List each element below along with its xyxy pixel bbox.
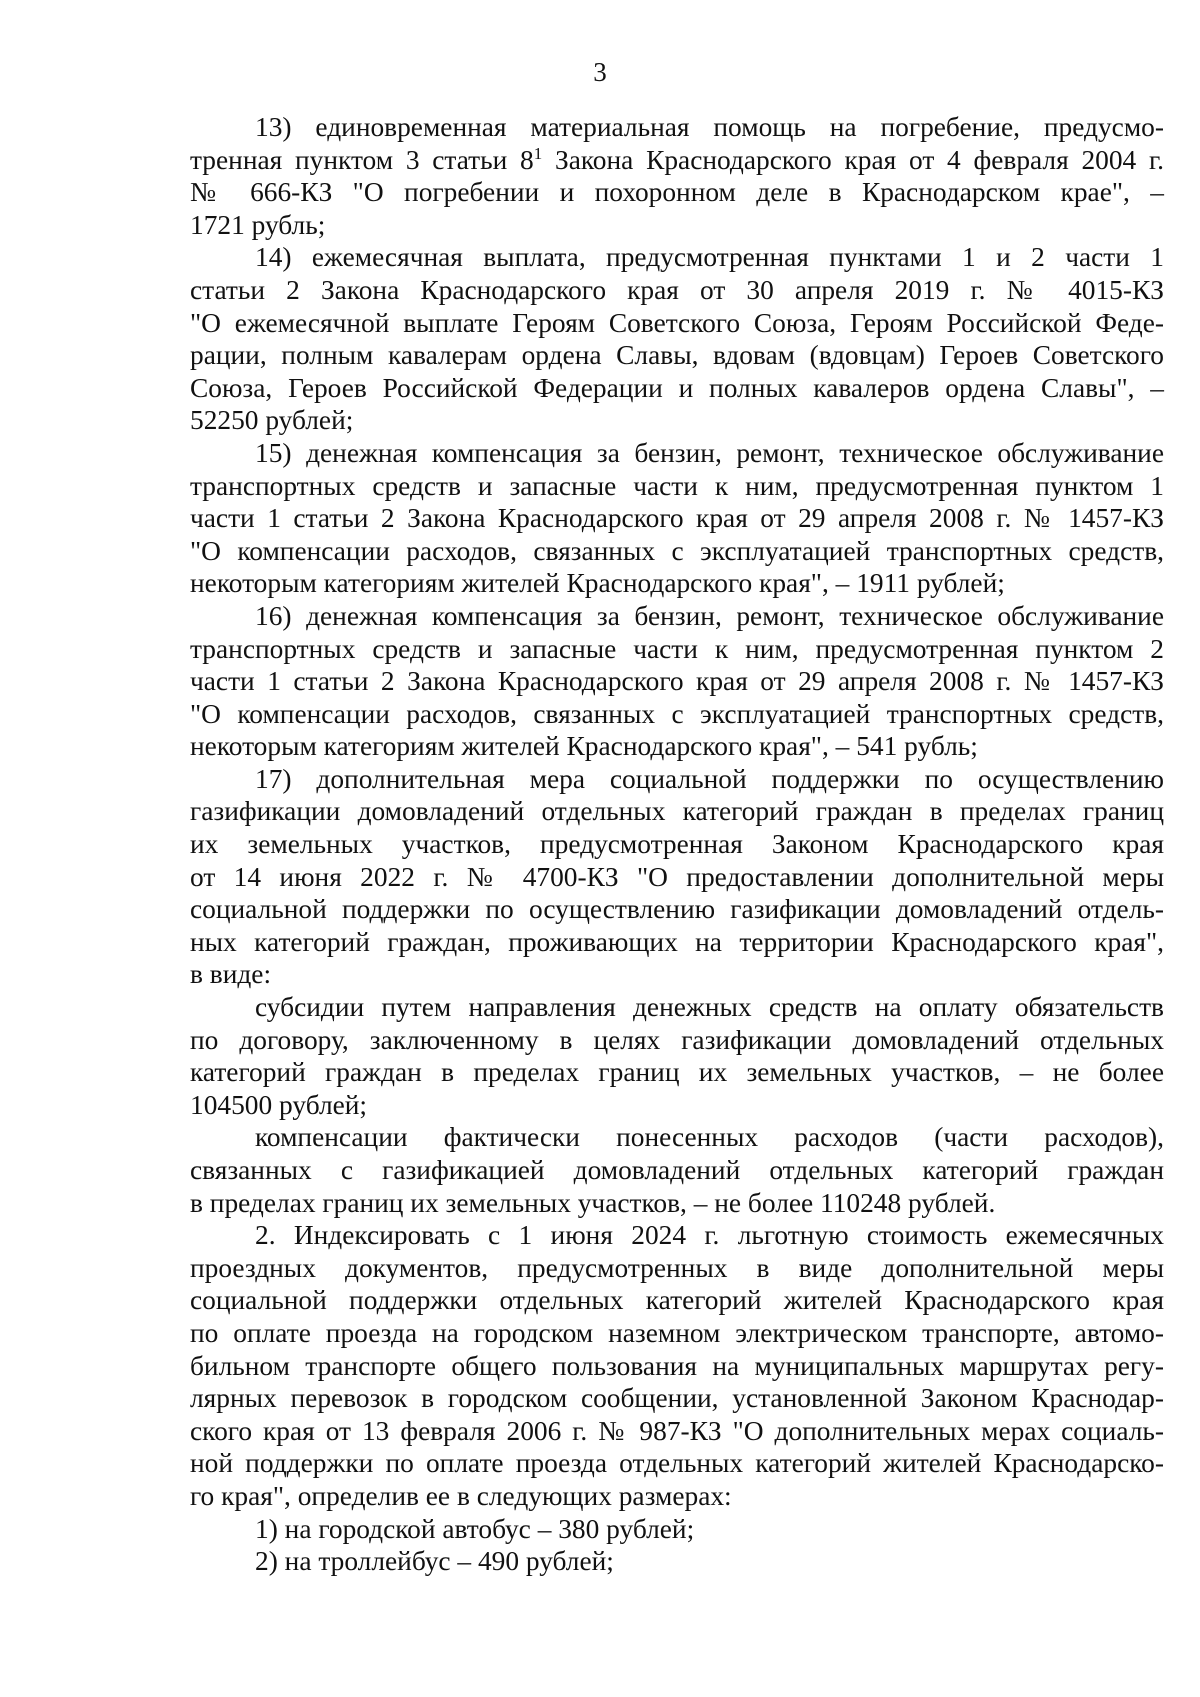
line-text: в пределах границ их земельных участков, – не более 110248 рублей.	[190, 1187, 996, 1218]
text-line	[190, 404, 1164, 437]
line-text: проездных документов, предусмотренных в виде дополнительной меры	[190, 1252, 1164, 1283]
line-text: 15) денежная компенсация за бензин, ремонт, техническое обслуживание	[255, 437, 1164, 468]
text-line	[190, 176, 1164, 209]
text-line	[190, 698, 1164, 731]
text-line	[190, 1513, 1164, 1546]
line-text: ных категорий граждан, проживающих на территории Краснодарского края",	[190, 926, 1164, 957]
text-line	[190, 1154, 1164, 1187]
text-line	[190, 795, 1164, 828]
line-text: 13) единовременная материальная помощь на погребение, предусмо-	[255, 112, 1164, 142]
line-text: "О компенсации расходов, связанных с эксплуатацией транспортных средств,	[190, 535, 1164, 566]
line-text: некоторым категориям жителей Краснодарского края", – 1911 рублей;	[190, 568, 1005, 599]
text-line	[190, 372, 1164, 405]
line-text: газификации домовладений отдельных категорий граждан в пределах границ	[190, 796, 1164, 827]
text-line	[190, 600, 1164, 633]
text-line	[190, 1056, 1164, 1089]
page-number: 3	[593, 57, 607, 87]
line-text: по оплате проезда на городском наземном электрическом транспорте, автомо-	[190, 1317, 1164, 1348]
text-line	[190, 437, 1164, 470]
text-line	[190, 665, 1164, 698]
line-text: 2) на троллейбус – 490 рублей;	[255, 1546, 614, 1577]
text-line	[190, 763, 1164, 796]
text-line	[190, 1317, 1164, 1350]
text-line	[190, 241, 1164, 274]
text-line	[190, 307, 1164, 340]
line-text: 52250 рублей;	[190, 405, 354, 436]
line-text: бильном транспорте общего пользования на муниципальных маршрутах регу-	[190, 1350, 1164, 1381]
text-line	[190, 111, 1164, 144]
line-text: "О компенсации расходов, связанных с эксплуатацией транспортных средств,	[190, 698, 1164, 729]
line-text: ского края от 13 февраля 2006 г. № 987-КЗ "О дополнительных мерах социаль-	[190, 1415, 1164, 1446]
text-line	[190, 535, 1164, 568]
line-text: 104500 рублей;	[190, 1089, 368, 1120]
line-text: некоторым категориям жителей Краснодарского края", – 541 рубль;	[190, 731, 978, 762]
line-text: транспортных средств и запасные части к ним, предусмотренная пунктом 1	[190, 470, 1164, 501]
line-text: в виде:	[190, 959, 272, 990]
line-text: категорий граждан в пределах границ их земельных участков, – не более	[190, 1057, 1164, 1088]
line-text: 14) ежемесячная выплата, предусмотренная пунктами 1 и 2 части 1	[255, 242, 1164, 273]
text-line	[190, 1350, 1164, 1383]
text-line	[190, 502, 1164, 535]
text-line	[190, 209, 1164, 242]
line-text: ной поддержки по оплате проезда отдельных категорий жителей Краснодарско-	[190, 1448, 1164, 1479]
text-line	[190, 1480, 1164, 1513]
line-text: 17) дополнительная мера социальной поддержки по осуществлению	[255, 763, 1164, 794]
text-line	[190, 1382, 1164, 1415]
line-text: связанных с газификацией домовладений отдельных категорий граждан	[190, 1155, 1164, 1185]
line-text: тренная пунктом 3 статьи 8	[190, 144, 534, 175]
line-text: от 14 июня 2022 г. № 4700-КЗ "О предоставлении дополнительной меры	[190, 861, 1164, 892]
line-text: "О ежемесячной выплате Героям Советского Союза, Героям Российской Феде-	[190, 307, 1164, 338]
text-line	[190, 1187, 1164, 1220]
text-line	[190, 567, 1164, 600]
line-text: 1) на городской автобус – 380 рублей;	[255, 1513, 695, 1544]
line-text: Союза, Героев Российской Федерации и полных кавалеров ордена Славы", –	[190, 372, 1164, 403]
line-text-after-superscript: Закона Краснодарского края от 4 февраля 2004 г.	[542, 144, 1164, 175]
line-text: транспортных средств и запасные части к ним, предусмотренная пунктом 2	[190, 633, 1164, 664]
text-line	[190, 1121, 1164, 1154]
line-text: № 666-КЗ "О погребении и похоронном деле в Краснодарском крае", –	[190, 177, 1164, 208]
text-line	[190, 1447, 1164, 1480]
text-line	[190, 730, 1164, 763]
line-text: 2. Индексировать с 1 июня 2024 г. льготную стоимость ежемесячных	[255, 1220, 1164, 1251]
superscript: 1	[533, 143, 543, 163]
line-text: лярных перевозок в городском сообщении, установленной Законом Краснодар-	[190, 1383, 1164, 1414]
line-text: по договору, заключенному в целях газификации домовладений отдельных	[190, 1024, 1164, 1055]
text-line	[190, 1219, 1164, 1252]
line-text: субсидии путем направления денежных средств на оплату обязательств	[255, 992, 1164, 1023]
text-line	[190, 274, 1164, 307]
text-line	[190, 926, 1164, 959]
text-line	[190, 958, 1164, 991]
line-text: компенсации фактически понесенных расходов (части расходов),	[255, 1122, 1164, 1153]
line-text: социальной поддержки по осуществлению газификации домовладений отдель-	[190, 894, 1164, 925]
text-line	[190, 991, 1164, 1024]
line-text: статьи 2 Закона Краснодарского края от 30 апреля 2019 г. № 4015-КЗ	[190, 274, 1164, 305]
line-text: го края", определив ее в следующих размерах:	[190, 1480, 732, 1511]
text-line	[190, 1024, 1164, 1057]
line-text: 1721 рубль;	[190, 209, 326, 240]
line-text: социальной поддержки отдельных категорий жителей Краснодарского края	[190, 1285, 1164, 1316]
text-line	[190, 1089, 1164, 1122]
text-line	[190, 828, 1164, 861]
text-line	[190, 1284, 1164, 1317]
line-text: части 1 статьи 2 Закона Краснодарского края от 29 апреля 2008 г. № 1457-КЗ	[190, 666, 1164, 697]
text-line	[190, 861, 1164, 894]
line-text: их земельных участков, предусмотренная Законом Краснодарского края	[190, 829, 1164, 860]
line-text: части 1 статьи 2 Закона Краснодарского края от 29 апреля 2008 г. № 1457-КЗ	[190, 503, 1164, 534]
text-line	[190, 633, 1164, 666]
line-text: 16) денежная компенсация за бензин, ремонт, техническое обслуживание	[255, 600, 1164, 631]
document-body	[190, 111, 1164, 1578]
text-line	[190, 893, 1164, 926]
text-line	[190, 1252, 1164, 1285]
text-line	[190, 1545, 1164, 1578]
text-line	[190, 339, 1164, 372]
text-line	[190, 144, 1164, 177]
line-text: рации, полным кавалерам ордена Славы, вдовам (вдовцам) Героев Советского	[190, 340, 1164, 371]
text-line	[190, 1415, 1164, 1448]
text-line	[190, 470, 1164, 503]
